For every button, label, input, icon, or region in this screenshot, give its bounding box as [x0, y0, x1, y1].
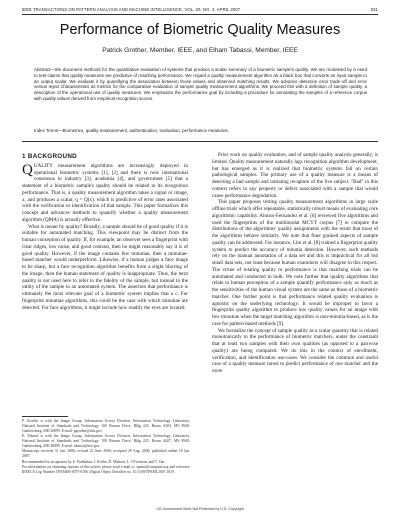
footnote-rule: [22, 416, 68, 417]
paragraph: QUALITY measurement algorithms are increasingly deployed in operational biometric systems [1], [2] and there is now international consensus in industry [3], academia [4], and government [5] that a statement of a biometric sample's quality should be related to its recognition performance. That is, a quality measurement algorithm takes a signal or image, x, and produces a scalar, q = Q(x), which is predictive of error rates associated with the verification or identification of that sample. This paper formalizes this concept and advances methods to quantify whether a quality measurement algorithm (QMA) is actually effective.: [22, 161, 188, 223]
section-heading: 1 BACKGROUND: [22, 153, 78, 160]
index-terms: Index Terms—Biometrics, quality measurement, authentication, evaluation, performance measures.: [34, 128, 230, 133]
right-column: [212, 152, 378, 375]
journal-name: IEEE TRANSACTIONS ON PATTERN ANALYSIS AND MACHINE INTELLIGENCE, VOL. 29, NO. 4, APRIL 2007: [22, 7, 241, 12]
footnote-reprints: For information on obtaining reprints of this article, please send e-mail to: tpami@computer.org and reference IEEECS Log Number TPAMISI-0075-0106. Digital Object Identifier no. 10.1109/TPAMI.2007.1019.: [22, 465, 190, 475]
left-column: [22, 152, 188, 311]
footnotes: [22, 419, 190, 476]
paragraph: We formalize the concept of sample quality as a scalar quantity that is related monotonically to the performance of biometric matchers, under the constraint that at least two samples with their own qualities (as opposed to a pairwise quality) are being compared. We do this in the context of enrollment, verification, and identification use-cases. We consider the common and useful case of a quality measure tuned to predict performance of one matcher and the more: [212, 327, 378, 374]
page-number: 531: [370, 7, 378, 12]
dropcap: Q: [22, 161, 33, 178]
footnote-recommended: Recommended for acceptance by S. Prabhakar, J. Kittler, D. Maltoni, L. O'Gorman, and T. Tan.: [22, 459, 166, 464]
copyright-line: US Government Work Not Protected by U.S. Copyright: [156, 507, 244, 511]
header-rule: [22, 14, 378, 15]
abstract: Abstract—We document methods for the quantitative evaluation of systems that produce a scalar summary of a biometric sample's quality. We are motivated by a need to test claims that quality measures are predictive of matching performance. We regard a quality measurement algorithm as a black box that converts an input sample to an output scalar. We evaluate it by quantifying the association between those values and observed matching results. We advance detection error trade-off and error versus reject characteristics as metrics for the comparative evaluation of sample quality measurement algorithms. We proceed this with a definition of sample quality, a description of the operational use of quality measures. We emphasize the performance goal by including a procedure for annotating the samples of a reference corpus with quality values derived from empirical recognition scores.: [34, 67, 367, 101]
footnote-manuscript: Manuscript received 31 Jan. 2006; revised 22 June 2006; accepted 29 Aug. 2006; published online 18 Jan. 2007.: [22, 449, 190, 459]
paragraph: What is meant by quality? Broadly, a sample should be of good quality if it is suitable for automated matching. This viewpoint may be distinct from the human conception of quality. If, for example, an observer sees a fingerprint with clear ridges, low noise, and good contrast, then he might reasonably say it is of good quality. However, if the image contains few minutiae, then a minutiae-based matcher would underperform. Likewise, if a human judges a face image to be sharp, but a face recognition algorithm benefits from a slight blurring of the image, then the human statement of quality is inappropriate. Thus, the term quality is not used here to refer to the fidelity of the sample, but instead to the utility of the sample to an automated system. The assertion that performance is ultimately the most relevant goal of a biometric system implies that a c. For fingerprint minutiae algorithms, this could be the case with which minutiae are detected. For face algorithms, it might include how readily the eyes are located.: [22, 223, 188, 311]
running-header: [22, 7, 378, 12]
footnote-author-2: E. Tabassi is with the Image Group, Information Access Division, Information Technology Laboratory, National Institute of Standards and Technology, 100 Bureau Drive, Bldg 225, Room A207, MS 8940, Gaithersburg, MD 20899. E-mail: tabassi@nist.gov.: [22, 434, 190, 448]
authors: Patrick Grother, Member, IEEE, and Elham Tabassi, Member, IEEE: [102, 47, 298, 54]
footnote-author-1: P. Grother is with the Image Group, Information Access Division, Information Technology Laboratory, National Institute of Standards and Technology, 100 Bureau Drive, Bldg 225, Room A203, MS 8940, Gaithersburg, MD 20899. E-mail: pgrother@nist.gov.: [22, 419, 190, 433]
paragraph: Prior work on quality evaluation, and of sample quality analysis generally, is limited. Quality measurement naturally lags recognition algorithm development, but has emerged as it is realized that biometric systems fail on certain pathological samples. The primary use of a quality measure is a means of detecting a bad sample and initiating recapture of the live subject. "Bad" in this context refers to any property or defect associated with a sample that would cause performance degradation.: [212, 152, 378, 199]
abstract-rule: [22, 141, 378, 142]
paper-title: Performance of Biometric Quality Measures: [59, 22, 341, 38]
paragraph: This paper proposes testing quality measurement algorithms in large scale offline trials which offer repeatable, statistically robust means of evaluating core algorithmic capability. Alonso-Fernandez et al. [6] reviewed five algorithms and used the fingerprints of the multimodal MCYT corpus [7] to compare the distributions of the algorithms' quality assignments with the result that most of the algorithms behave similarly. We note that finer grained aspects of sample quality can be addressed. For instance, Lim et al. [8] trained a fingerprint quality system to predict the accuracy of minutia detection. However, such methods rely on the manual annotation of a data set and this is impractical for all but small data sets, not least because human examiners will disagree in this respect. The virtue of relating quality to performance is that matching trials can be automated and conducted in bulk. We note further that quality algorithms that relate to human perception of a sample quantify performance only as much as the sensitivities of the human visual system are the same as those of a biometric matcher. One further point is that performance related quality evaluation is agnostic on the underlying technology: It would be improper to favor a fingerprint quality algorithm to produce low quality values for an image with few minutiae when the target matching algorithm is non-minutia-based, as is the case for pattern-based methods [9].: [212, 199, 378, 327]
